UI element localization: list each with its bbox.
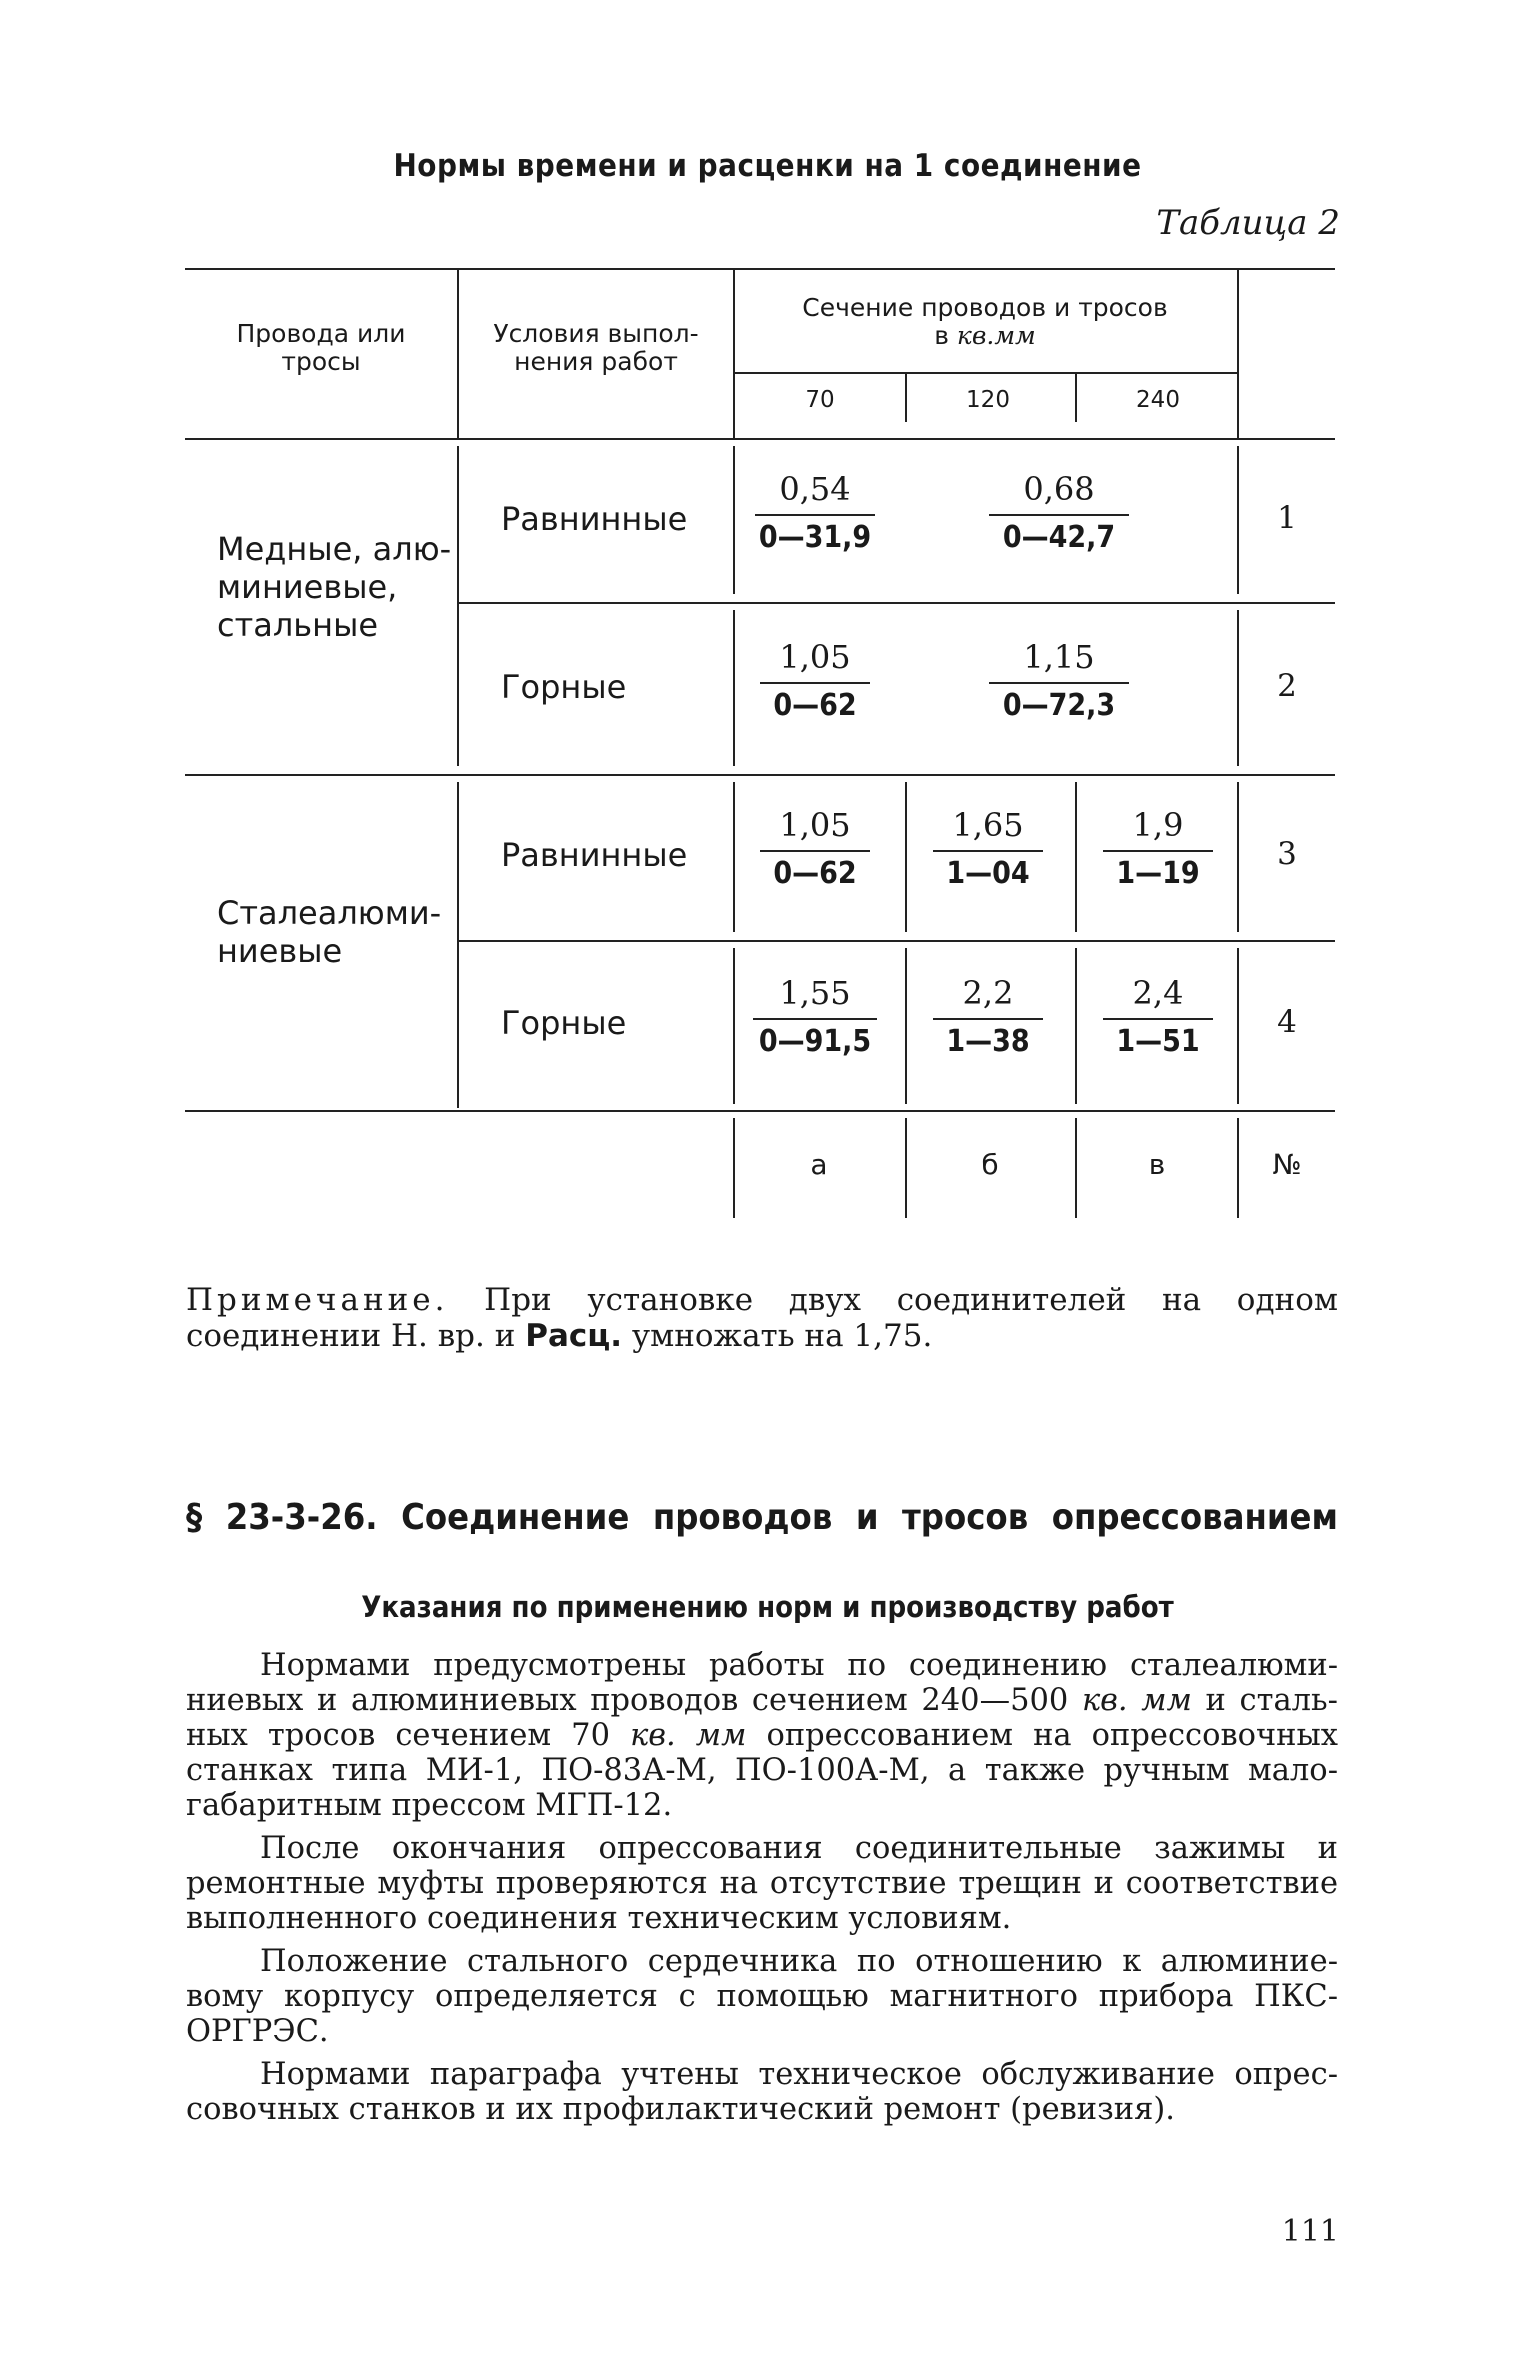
norm-g1-r2-bc — [989, 638, 1129, 724]
p1-text-b: и стальных тросов сечением 70 — [186, 1683, 1338, 1753]
fraction-bar — [989, 682, 1129, 684]
g1-vline-a2 — [733, 610, 735, 766]
header-section-unit-prefix: в — [934, 321, 949, 350]
group2-row-rule — [457, 940, 1335, 942]
header-vline-1 — [457, 268, 459, 438]
header-vline-5 — [1075, 372, 1077, 422]
column-letter-v: в — [1148, 1148, 1166, 1181]
paragraph-4: Нормами параграфа учтены техническое обслуживание опрессовочных станков и их профилактический ремонт (ревизия). — [186, 2057, 1338, 2127]
table-note — [186, 1282, 1338, 1354]
row-number-4: 4 — [1277, 1004, 1297, 1040]
norm-g2-r2-b — [933, 974, 1043, 1060]
group1-row-rule — [457, 602, 1335, 604]
body-text — [186, 1648, 1338, 2135]
paragraph-2: После окончания опрессования соединительные зажимы и ремонтные муфты проверяются на отсутствие трещин и соответствие выполненного соединения техническим условиям. — [186, 1831, 1338, 1936]
row-number-2: 2 — [1277, 668, 1297, 704]
fraction-bar — [753, 1018, 877, 1020]
g2-vline-c1 — [1075, 782, 1077, 932]
foot-vline-a — [733, 1118, 735, 1218]
header-size-70: 70 — [805, 387, 835, 413]
g2-vline-no1 — [1237, 782, 1239, 932]
header-section — [745, 294, 1225, 350]
p1-unit-2: кв. мм — [630, 1718, 747, 1753]
g2-vline-c2 — [1075, 948, 1077, 1104]
g2-vline-b1 — [905, 782, 907, 932]
g2-vline-no2 — [1237, 948, 1239, 1104]
fraction-bar — [933, 1018, 1043, 1020]
header-size-240: 240 — [1136, 387, 1180, 413]
paragraph-3: Положение стального сердечника по отношению к алюминиевому корпусу определяется с помощью магнитного прибора ПКС-ОРГРЭС. — [186, 1944, 1338, 2049]
g1-vline-no1 — [1237, 446, 1239, 594]
fraction-bar — [760, 682, 870, 684]
column-letter-b: б — [981, 1148, 999, 1181]
row-number-3: 3 — [1277, 836, 1297, 872]
foot-vline-c — [1075, 1118, 1077, 1218]
group-divider-rule — [185, 774, 1335, 776]
g2-vline-b2 — [905, 948, 907, 1104]
subsection-title: Указания по применению норм и производству работ — [361, 1590, 1174, 1624]
column-letter-a: а — [810, 1148, 828, 1181]
group-label-copper: Медные, алю- миниевые, стальные — [217, 530, 452, 644]
page-number: 111 — [1281, 2214, 1339, 2249]
header-vline-2 — [733, 268, 735, 438]
time-norm: 1,05 — [779, 638, 851, 676]
rate: 1—51 — [1116, 1024, 1200, 1059]
norm-g1-r2-a — [760, 638, 870, 724]
rate: 0—91,5 — [758, 1024, 872, 1059]
header-vline-4 — [905, 372, 907, 422]
header-vline-3 — [1237, 268, 1239, 438]
time-norm: 2,4 — [1132, 974, 1184, 1012]
rate: 0—62 — [773, 688, 857, 723]
p1-unit-1: кв. мм — [1081, 1683, 1192, 1718]
rate: 1—38 — [946, 1024, 1030, 1059]
condition-g2-r1: Равнинные — [501, 836, 688, 874]
rate: 0—42,7 — [1002, 520, 1116, 555]
foot-vline-d — [1237, 1118, 1239, 1218]
group-label-steel-alu: Сталеалюми- ниевые — [217, 894, 442, 970]
norm-g2-r2-a — [753, 974, 877, 1060]
norm-g2-r1-b — [933, 806, 1043, 892]
body-bottom-rule — [185, 1110, 1335, 1112]
fraction-bar — [755, 514, 875, 516]
fraction-bar — [933, 850, 1043, 852]
rate: 1—19 — [1116, 856, 1200, 891]
g1-vline-cond — [457, 446, 459, 766]
condition-g2-r2: Горные — [501, 1004, 627, 1042]
header-wires: Провода или тросы — [236, 319, 406, 376]
norms-table — [185, 268, 1335, 1218]
header-section-text: Сечение проводов и тросов — [802, 293, 1168, 322]
time-norm: 0,68 — [1023, 470, 1095, 508]
time-norm: 1,05 — [779, 806, 851, 844]
foot-vline-b — [905, 1118, 907, 1218]
section-title: § 23-3-26. Соединение проводов и тросов опрессованием — [186, 1497, 1338, 1538]
table-top-rule — [185, 268, 1335, 270]
note-bold: Расц. — [525, 1318, 623, 1354]
note-label: Примечание. — [186, 1282, 449, 1318]
fraction-bar — [1103, 1018, 1213, 1020]
norm-g2-r1-c — [1103, 806, 1213, 892]
g1-vline-a1 — [733, 446, 735, 594]
norm-g2-r1-a — [760, 806, 870, 892]
note-text-1: При установке двух соединителей на одном соединении Н. вр. и — [186, 1282, 1338, 1354]
time-norm: 1,15 — [1023, 638, 1095, 676]
rate: 1—04 — [946, 856, 1030, 891]
rate: 0—31,9 — [758, 520, 872, 555]
header-section-rule — [733, 372, 1237, 374]
norm-g1-r1-a — [755, 470, 875, 556]
condition-g1-r2: Горные — [501, 668, 627, 706]
row-number-1: 1 — [1277, 500, 1297, 536]
header-section-unit: кв.мм — [956, 321, 1036, 350]
fraction-bar — [989, 514, 1129, 516]
table-label: Таблица 2 — [1156, 203, 1340, 243]
rate: 0—62 — [773, 856, 857, 891]
header-conditions: Условия выпол- нения работ — [493, 319, 699, 376]
time-norm: 1,55 — [779, 974, 851, 1012]
g1-vline-no2 — [1237, 610, 1239, 766]
header-size-120: 120 — [966, 387, 1010, 413]
note-text-2: умножать на 1,75. — [631, 1318, 933, 1354]
time-norm: 1,9 — [1132, 806, 1184, 844]
fraction-bar — [1103, 850, 1213, 852]
paragraph-1 — [186, 1648, 1338, 1823]
norm-g2-r2-c — [1103, 974, 1213, 1060]
g2-vline-a1 — [733, 782, 735, 932]
g2-vline-cond — [457, 782, 459, 1108]
p1-text-c: опрессованием на опрессовочных станках типа МИ-1, ПО-83А-М, ПО-100А-М, а также ручным малогабаритным прессом МГП-12. — [186, 1718, 1338, 1823]
page-title: Нормы времени и расценки на 1 соединение — [393, 148, 1142, 184]
time-norm: 1,65 — [952, 806, 1024, 844]
p1-text-a: Нормами предусмотрены работы по соединению сталеалюминиевых и алюминиевых проводов сечением 240—500 — [186, 1648, 1338, 1718]
fraction-bar — [760, 850, 870, 852]
time-norm: 0,54 — [779, 470, 851, 508]
norm-g1-r1-bc — [989, 470, 1129, 556]
g2-vline-a2 — [733, 948, 735, 1104]
time-norm: 2,2 — [962, 974, 1014, 1012]
header-bottom-rule — [185, 438, 1335, 440]
condition-g1-r1: Равнинные — [501, 500, 688, 538]
rate: 0—72,3 — [1002, 688, 1116, 723]
column-letter-no: № — [1272, 1148, 1302, 1181]
